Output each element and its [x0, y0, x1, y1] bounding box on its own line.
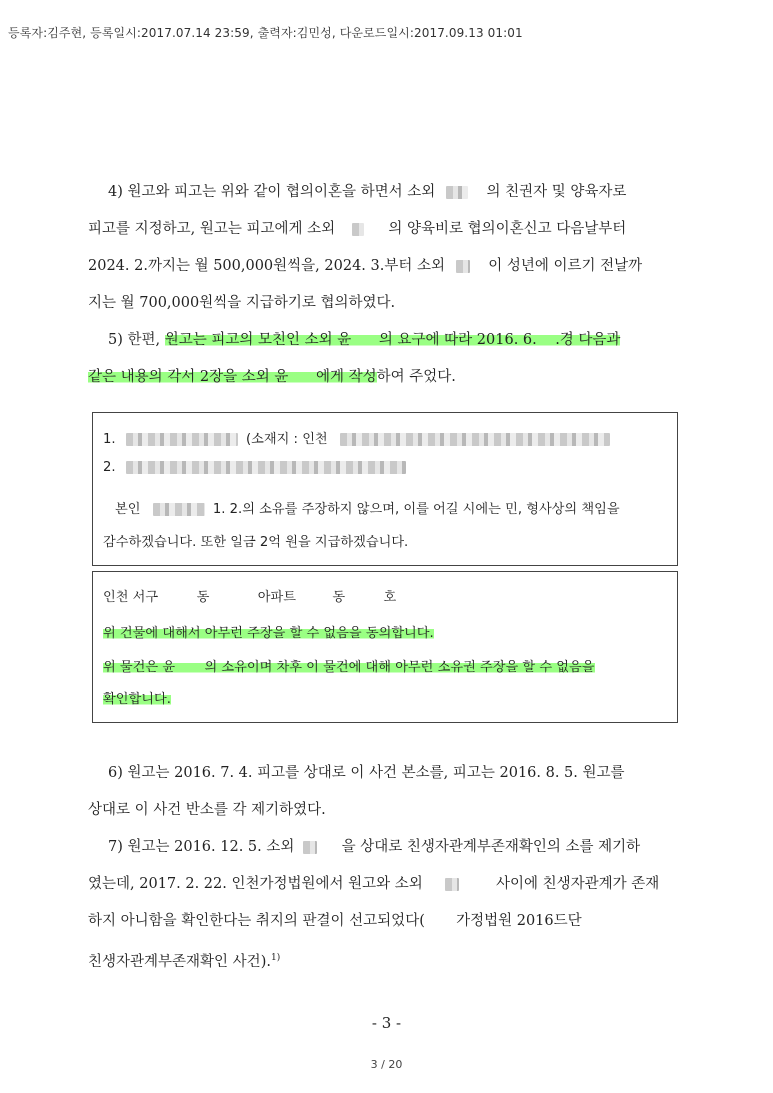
memo-box-1: [92, 412, 678, 566]
box1-row1-num: 1.: [103, 432, 116, 447]
page-marker: - 3 -: [371, 1014, 402, 1032]
redaction: [446, 186, 468, 199]
box2-address-building: 동: [332, 590, 346, 605]
para5-line1d: .경 다음과: [555, 332, 621, 348]
page-count: 3 / 20: [370, 1058, 403, 1071]
memo-box-2: [92, 571, 678, 723]
para7-line2b: 사이에 친생자관계가 존재: [496, 876, 660, 892]
para5-line1b: 원고는 피고의 모친인 소외 윤: [164, 332, 352, 348]
para4-line1b: 의 친권자 및 양육자로: [486, 184, 627, 200]
redaction: [126, 461, 406, 474]
box2-address-unit: 호: [383, 590, 397, 605]
para4-line4: 지는 월 700,000원씩을 지급하기로 협의하였다.: [88, 295, 396, 311]
box1-row3-text: 1. 2.의 소유를 주장하지 않으며, 이를 어길 시에는 민, 형사상의 책임을: [212, 502, 620, 517]
redaction: [126, 433, 238, 446]
box2-row3b: 의 소유이며 차후 이 물건에 대해 아무런 소유권 주장을 할 수 없음을: [204, 660, 595, 675]
para5-line1c: 의 요구에 따라 2016. 6.: [378, 332, 537, 348]
para6-line2: 상대로 이 사건 반소를 각 제기하였다.: [88, 802, 326, 818]
para7-line1b: 을 상대로 친생자관계부존재확인의 소를 제기하: [341, 839, 641, 855]
redaction: [445, 878, 459, 891]
highlight: [103, 660, 595, 675]
para6-line1: 6) 원고는 2016. 7. 4. 피고를 상대로 이 사건 본소를, 피고는 2016. 8. 5. 원고를: [108, 765, 625, 781]
para4-line3a: 2024. 2.까지는 월 500,000원씩을, 2024. 3.부터 소외: [88, 258, 445, 274]
box1-row3-label: 본인: [115, 502, 141, 517]
box1-row4-text: 감수하겠습니다. 또한 일금 2억 원을 지급하겠습니다.: [103, 535, 409, 550]
paragraph-4: [88, 174, 688, 322]
para7-line3b: 가정법원 2016드단: [456, 913, 582, 929]
redaction: [303, 841, 317, 854]
download-watermark-header: 등록자:김주현, 등록일시:2017.07.14 23:59, 출력자:김민성, 다운로드일시:2017.09.13 01:01: [8, 26, 523, 40]
para5-line2a: 같은 내용의 각서 2장을 소외 윤: [88, 369, 289, 385]
highlight: [88, 369, 377, 385]
para7-line2a: 였는데, 2017. 2. 22. 인천가정법원에서 원고와 소외: [88, 876, 423, 892]
box1-row2-num: 2.: [103, 460, 116, 475]
redaction: [340, 433, 610, 446]
box2-row4-text: 확인합니다.: [103, 692, 171, 707]
highlight: [165, 332, 621, 348]
redaction: [153, 503, 205, 516]
paragraph-5: [88, 322, 688, 396]
para4-line2a: 피고를 지정하고, 원고는 피고에게 소외: [88, 221, 336, 237]
box2-address-apt: 아파트: [257, 590, 296, 605]
box2-row3a: 위 물건은 윤: [103, 660, 176, 675]
para5-line2c: 하여 주었다.: [376, 369, 456, 385]
redaction: [456, 260, 470, 273]
para4-line1a: 4) 원고와 피고는 위와 같이 협의이혼을 하면서 소외: [108, 184, 436, 200]
box2-address-dong: 동: [196, 590, 210, 605]
paragraph-6: [88, 755, 688, 829]
para5-line1a: 5) 한편,: [108, 332, 161, 348]
box1-row1-text: (소재지 : 인천: [246, 432, 328, 447]
para4-line2b: 의 양육비로 협의이혼신고 다음날부터: [388, 221, 627, 237]
box2-address-city: 인천 서구: [103, 590, 159, 605]
redaction: [352, 223, 364, 236]
para5-line2b: 에게 작성: [316, 369, 377, 385]
paragraph-7: [88, 829, 688, 981]
para4-line3b: 이 성년에 이르기 전날까: [488, 258, 643, 274]
para7-line1a: 7) 원고는 2016. 12. 5. 소외: [108, 839, 295, 855]
para7-line3a: 하지 아니함을 확인한다는 취지의 판결이 선고되었다(: [88, 913, 425, 929]
footnote-ref: 1): [270, 953, 281, 963]
para7-line4: 친생자관계부존재확인 사건).: [88, 953, 271, 970]
box2-row2-text: 위 건물에 대해서 아무런 주장을 할 수 없음을 동의합니다.: [103, 626, 434, 641]
